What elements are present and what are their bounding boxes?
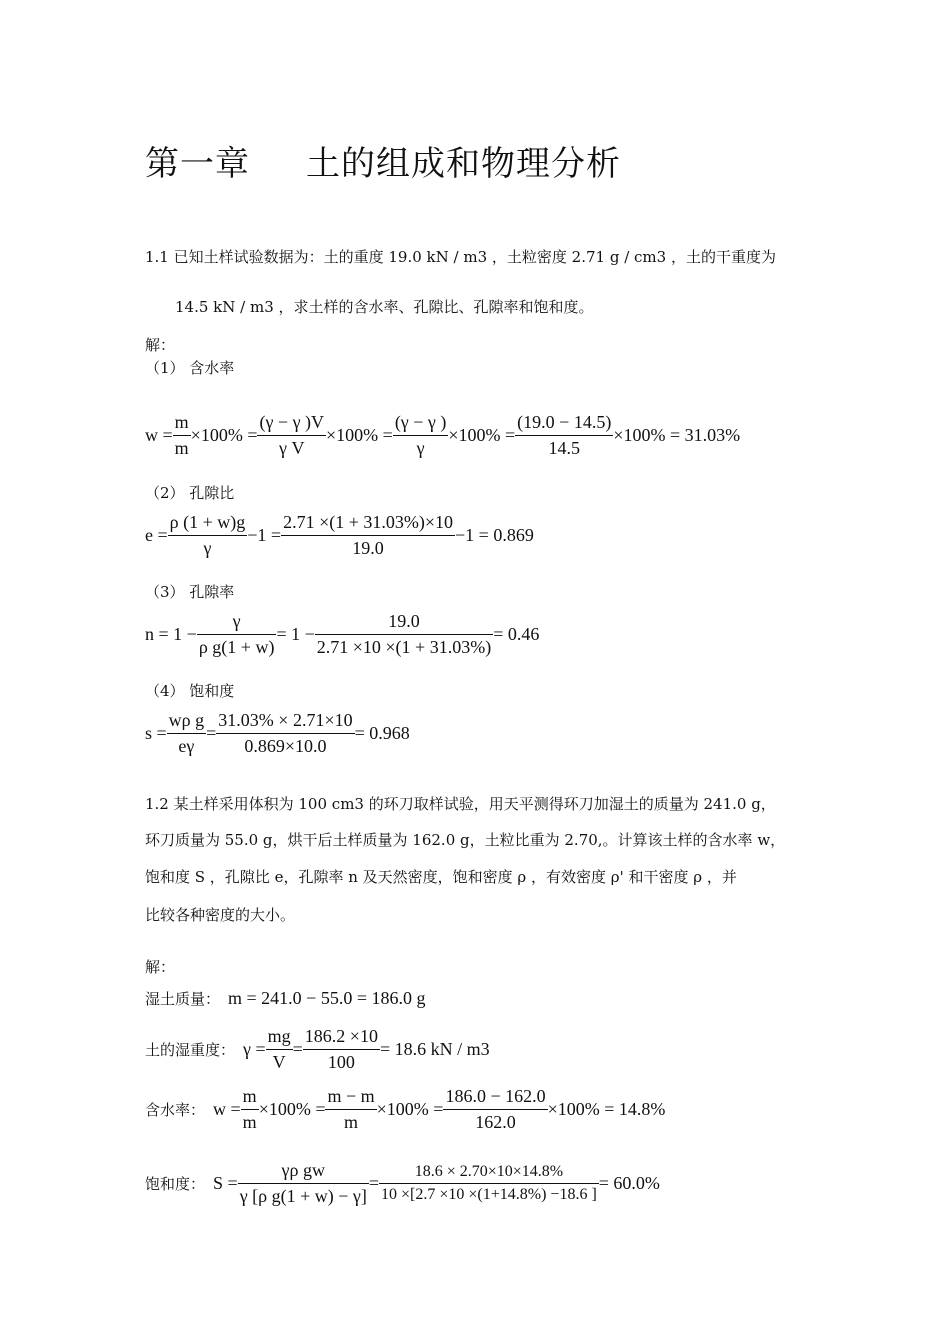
equation-porosity: [145, 611, 539, 658]
eq-w-t2: ×100% =: [326, 425, 393, 445]
eq-n-frac2: $\frac{19.0}{2.71 \times 10 \times(1 + 31.03\%)}$: [316, 611, 492, 657]
eq-s-lhs: s =: [145, 723, 167, 743]
eq-e-lhs: e =: [145, 525, 168, 545]
problem2-line1: 1.2 某土样采用体积为 100 cm3 的环刀取样试验，用天平测得环刀加湿土的质量为 241.0 g，: [145, 795, 776, 813]
eq-e-frac2: $\frac{2.71 \times(1 + 31.03\%)\times 10}{19.0}$: [283, 512, 454, 558]
problem1-text-line2: 14.5 kN / m3 ，求土样的含水率、孔隙比、孔隙率和饱和度。: [175, 298, 594, 316]
step4-label: （4） 饱和度: [145, 682, 235, 700]
unit-weight-eq: γ = $\frac{mg}{V}$ = $\frac{186.2 \times 10}{100}$ = 18.6 kN / m3: [243, 1026, 490, 1072]
eq-w-frac2: $\frac{(\gamma - \gamma )V}{\text{γ V}}$: [259, 412, 325, 458]
eq-s-t1: =: [206, 723, 217, 743]
eq-w-frac3: $\frac{(\gamma - \gamma )}{\gamma}$: [394, 412, 447, 458]
eq-n-lhs: n = 1 −: [145, 624, 197, 644]
eq-n-frac1: $\frac{\gamma}{\text{ρ g(1 + w)}}$: [198, 611, 275, 657]
chapter-number: 第一章: [145, 144, 250, 184]
equation-saturation: [145, 710, 410, 757]
unit-weight-row: [145, 1026, 490, 1073]
problem2-line3: 饱和度 S ，孔隙比 e，孔隙率 n 及天然密度，饱和密度 ρ ，有效密度 ρ' 和干密度 ρ ，并: [145, 868, 737, 886]
water-content-eq: w = $\frac{m}{m}$ ×100% = $\frac{m - m}{m}$ ×100% = $\frac{186.0 - 162.0}{162.0}$ ×100% = 14.8%: [213, 1086, 666, 1132]
eq-w-frac4: $\frac{(19.0 - 14.5)}{14.5}$: [517, 412, 612, 458]
eq-e-t1: −1 =: [247, 525, 282, 545]
problem2-line2: 环刀质量为 55.0 g，烘干后土样质量为 162.0 g，土粒比重为 2.70,。计算该土样的含水率 w，: [145, 831, 786, 849]
eq-w-frac1: $\frac{m}{m}$: [174, 412, 189, 458]
problem1-text-line1: 1.1 已知土样试验数据为：土的重度 19.0 kN / m3 ，土粒密度 2.71 g / cm3 ，土的干重度为: [145, 248, 776, 266]
eq-e-frac1: $\frac{\rho (1 + w)g}{\gamma}$: [169, 512, 246, 558]
problem2-solution-label: 解：: [145, 958, 176, 976]
eq-s-t2: = 0.968: [354, 723, 410, 743]
eq-w-t3: ×100% =: [448, 425, 516, 445]
water-content-row: [145, 1086, 665, 1133]
eq-n-t2: = 0.46: [493, 624, 540, 644]
step1-label: （1） 含水率: [145, 359, 235, 377]
equation-water-content: [145, 412, 740, 459]
problem2-line4: 比较各种密度的大小。: [145, 906, 296, 924]
eq-e-t2: −1 = 0.869: [455, 525, 534, 545]
wet-mass-row: [145, 988, 425, 1009]
chapter-title: [145, 136, 621, 185]
eq-w-lhs: w =: [145, 425, 173, 445]
problem1-solution-label: 解：: [145, 336, 176, 354]
chapter-name: 土的组成和物理分析: [306, 144, 621, 184]
equation-void-ratio: [145, 512, 534, 559]
unit-weight-label: 土的湿重度：: [145, 1041, 236, 1059]
saturation-row: [145, 1160, 660, 1207]
water-content-label: 含水率：: [145, 1101, 206, 1119]
wet-mass-label: 湿土质量：: [145, 990, 221, 1008]
eq-s-frac1: $\frac{\text{wρ g}}{e\gamma}$: [168, 710, 205, 756]
saturation-label: 饱和度：: [145, 1175, 206, 1193]
eq-w-t4: ×100% = 31.03%: [613, 425, 741, 445]
step2-label: （2） 孔隙比: [145, 484, 235, 502]
step3-label: （3） 孔隙率: [145, 583, 235, 601]
saturation-eq: S = $\frac{\text{γρ gw}}{\text{γ [ρ g(1 + w) − γ]}}$ = $\frac{18.6 \times 2.70\times 10\times 14.8\%}{10 \times[2.7 \times 10 \times(1+14.8\%) -18.6 ]}$ = 60.0%: [213, 1160, 660, 1206]
eq-n-t1: = 1 −: [276, 624, 315, 644]
eq-s-frac2: $\frac{31.03\% \times 2.71\times 10}{0.869\times 10.0}$: [218, 710, 353, 756]
eq-w-t1: ×100% =: [190, 425, 258, 445]
wet-mass-eq: m = 241.0 − 55.0 = 186.0 g: [228, 988, 426, 1008]
